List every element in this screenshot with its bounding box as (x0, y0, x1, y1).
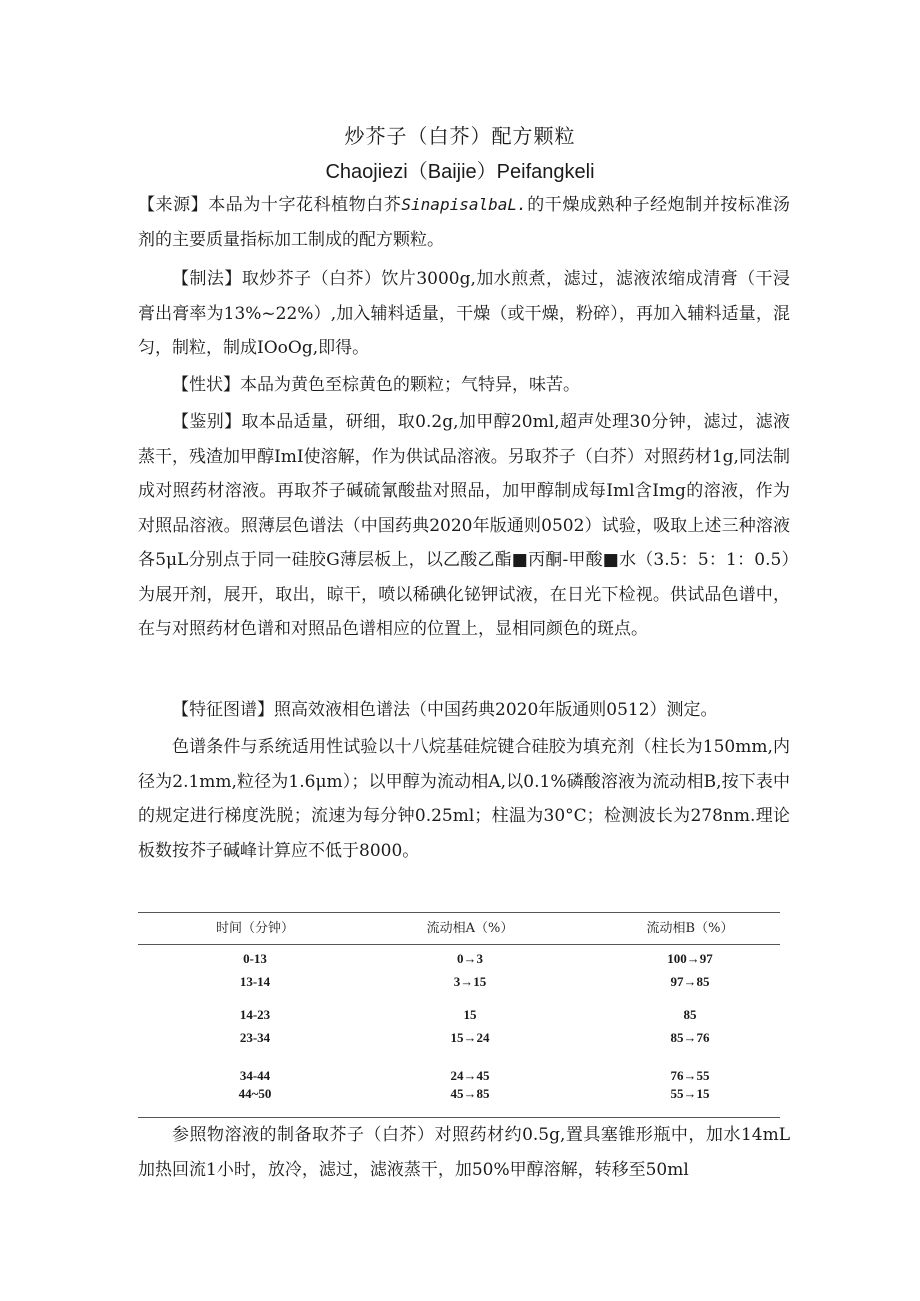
section-preparation (138, 262, 790, 366)
characters-label: 【性状】 (172, 375, 240, 395)
section-reference: 参照物溶液的制备取芥子（白芥）对照药材约0.5g,置具塞锥形瓶中，加水14mL加热回流1小时，放冷，滤过，滤液蒸干，加50%甲醇溶解，转移至50ml (138, 1125, 790, 1180)
identification-label: 【鉴别】 (172, 412, 242, 432)
section-source (138, 188, 790, 257)
table-header-rule (138, 944, 780, 945)
preparation-label: 【制法】 (172, 269, 242, 289)
title-chinese: 炒芥子（白芥）配方颗粒 (344, 124, 576, 148)
source-text-a: 本品为十字花科植物白芥 (208, 195, 402, 215)
table-top-rule (138, 912, 780, 913)
section-chromatography: 色谱条件与系统适用性试验以十八烷基硅烷键合硅胶为填充剂（柱长为150mm,内径为2.1mm,粒径为1.6μm）；以甲醇为流动相A,以0.1%磷酸溶液为流动相B,按下表中的规定进行梯度洗脱；流速为每分钟0.25ml；柱温为30°C；检测波长为278nm.理论板数按芥子碱峰计算应不低于8000。 (138, 737, 790, 861)
section-identification (138, 405, 790, 647)
table-header-phase-b: 流动相B（%） (646, 921, 734, 936)
source-label: 【来源】 (138, 195, 209, 215)
preparation-text: 取炒芥子（白芥）饮片3000g,加水煎煮，滤过，滤液浓缩成清膏（干浸膏出膏率为13%~22%）,加入辅料适量，干燥（或干燥，粉碎），再加入辅料适量，混匀，制粒，制成IOoOg,即得。 (138, 269, 790, 358)
section-characters (138, 368, 790, 403)
fingerprint-text: 照高效液相色谱法（中国药典2020年版通则0512）测定。 (274, 700, 718, 720)
table-header-time: 时间（分钟） (215, 921, 294, 936)
source-text-b: 的干燥成熟种子经炮制并按标准汤剂的主要质量指标加工制成的配方颗粒。 (138, 195, 791, 250)
section-fingerprint (138, 693, 790, 728)
table-header-phase-a: 流动相A（%） (426, 921, 514, 936)
source-latin-name: SinapisalbaL. (401, 195, 527, 214)
title-pinyin: Chaojiezi（Baijie）Peifangkeli (325, 161, 595, 183)
characters-text: 本品为黄色至棕黄色的颗粒；气特异，味苦。 (240, 375, 580, 395)
identification-text: 取本品适量，研细，取0.2g,加甲醇20ml,超声处理30分钟，滤过，滤液蒸干，残渣加甲醇ImI使溶解，作为供试品溶液。另取芥子（白芥）对照药材1g,同法制成对照药材溶液。再取芥子碱硫氰酸盐对照品，加甲醇制成每Iml含Img的溶液，作为对照品溶液。照薄层色谱法（中国药典2020年版通则0502）试验，吸取上述三种溶液各5μL分别点于同一硅胶G薄层板上，以乙酸乙酯■丙酮-甲酸■水（3.5：5：1：0.5）为展开剂，展开，取出，晾干，喷以稀碘化铋钾试液，在日光下检视。供试品色谱中，在与对照药材色谱和对照品色谱相应的位置上，显相同颜色的斑点。 (138, 412, 791, 639)
fingerprint-label: 【特征图谱】 (172, 700, 274, 720)
